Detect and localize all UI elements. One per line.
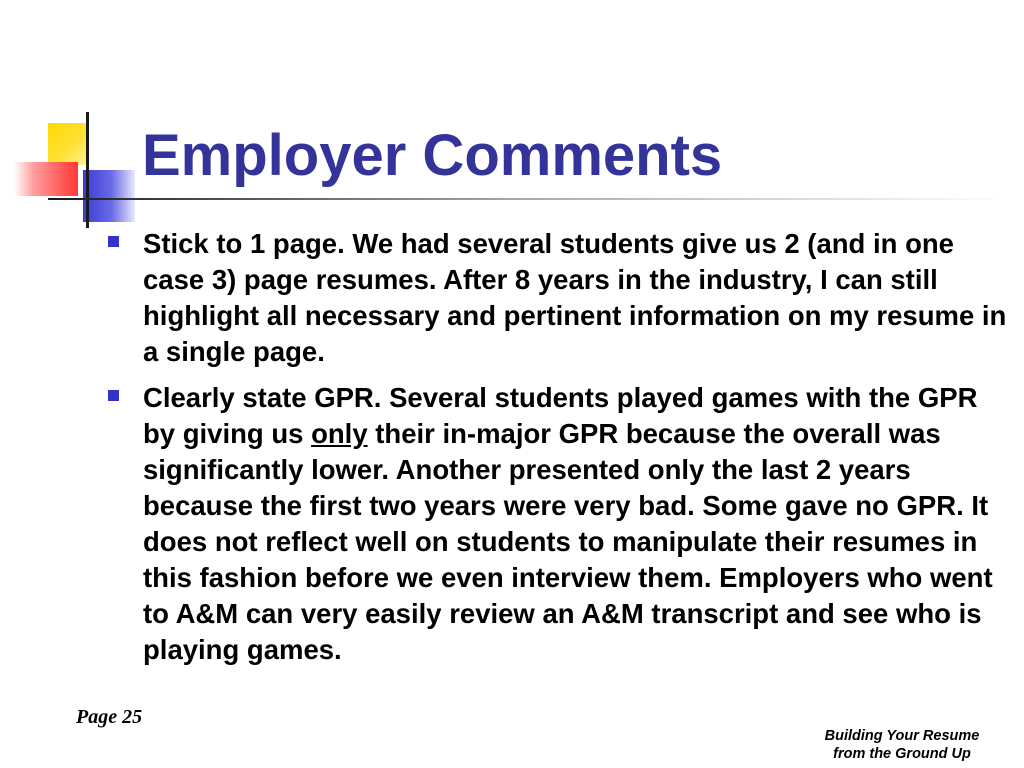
page-number: Page 25 [76, 706, 143, 728]
red-square-decoration [14, 162, 78, 196]
bullet-item [105, 226, 1017, 370]
bullet-emphasis: only [311, 418, 368, 449]
footer-caption [792, 727, 1012, 763]
vertical-rule [86, 112, 89, 228]
bullet-text-after: their in-major GPR because the overall was significantly lower. Another presented only the last 2 years because the first two years were very bad. Some gave no GPR. It does not reflect well on students to manipulate their resumes in this fashion before we even interview them. Employers who went to A&M can very easily review an A&M transcript and see who is playing games. [143, 418, 993, 665]
blue-square-decoration [83, 170, 135, 222]
decorative-squares [0, 0, 200, 240]
square-bullet-icon [108, 390, 119, 401]
bullet-item [105, 380, 1017, 668]
square-bullet-icon [108, 236, 119, 247]
yellow-square-decoration [48, 123, 88, 165]
slide-title: Employer Comments [142, 123, 723, 188]
footer-line-1: Building Your Resume [824, 728, 980, 744]
bullet-text-before: Clearly state GPR. Several students played games with the GPR by giving us [143, 382, 978, 449]
title-underline-rule [48, 198, 1008, 200]
footer-line-2: from the Ground Up [833, 746, 971, 762]
bullet-list [105, 226, 1017, 678]
bullet-text: Stick to 1 page. We had several students give us 2 (and in one case 3) page resumes. After 8 years in the industry, I can still highlight all necessary and pertinent information on my resume in a single page. [143, 228, 1007, 367]
